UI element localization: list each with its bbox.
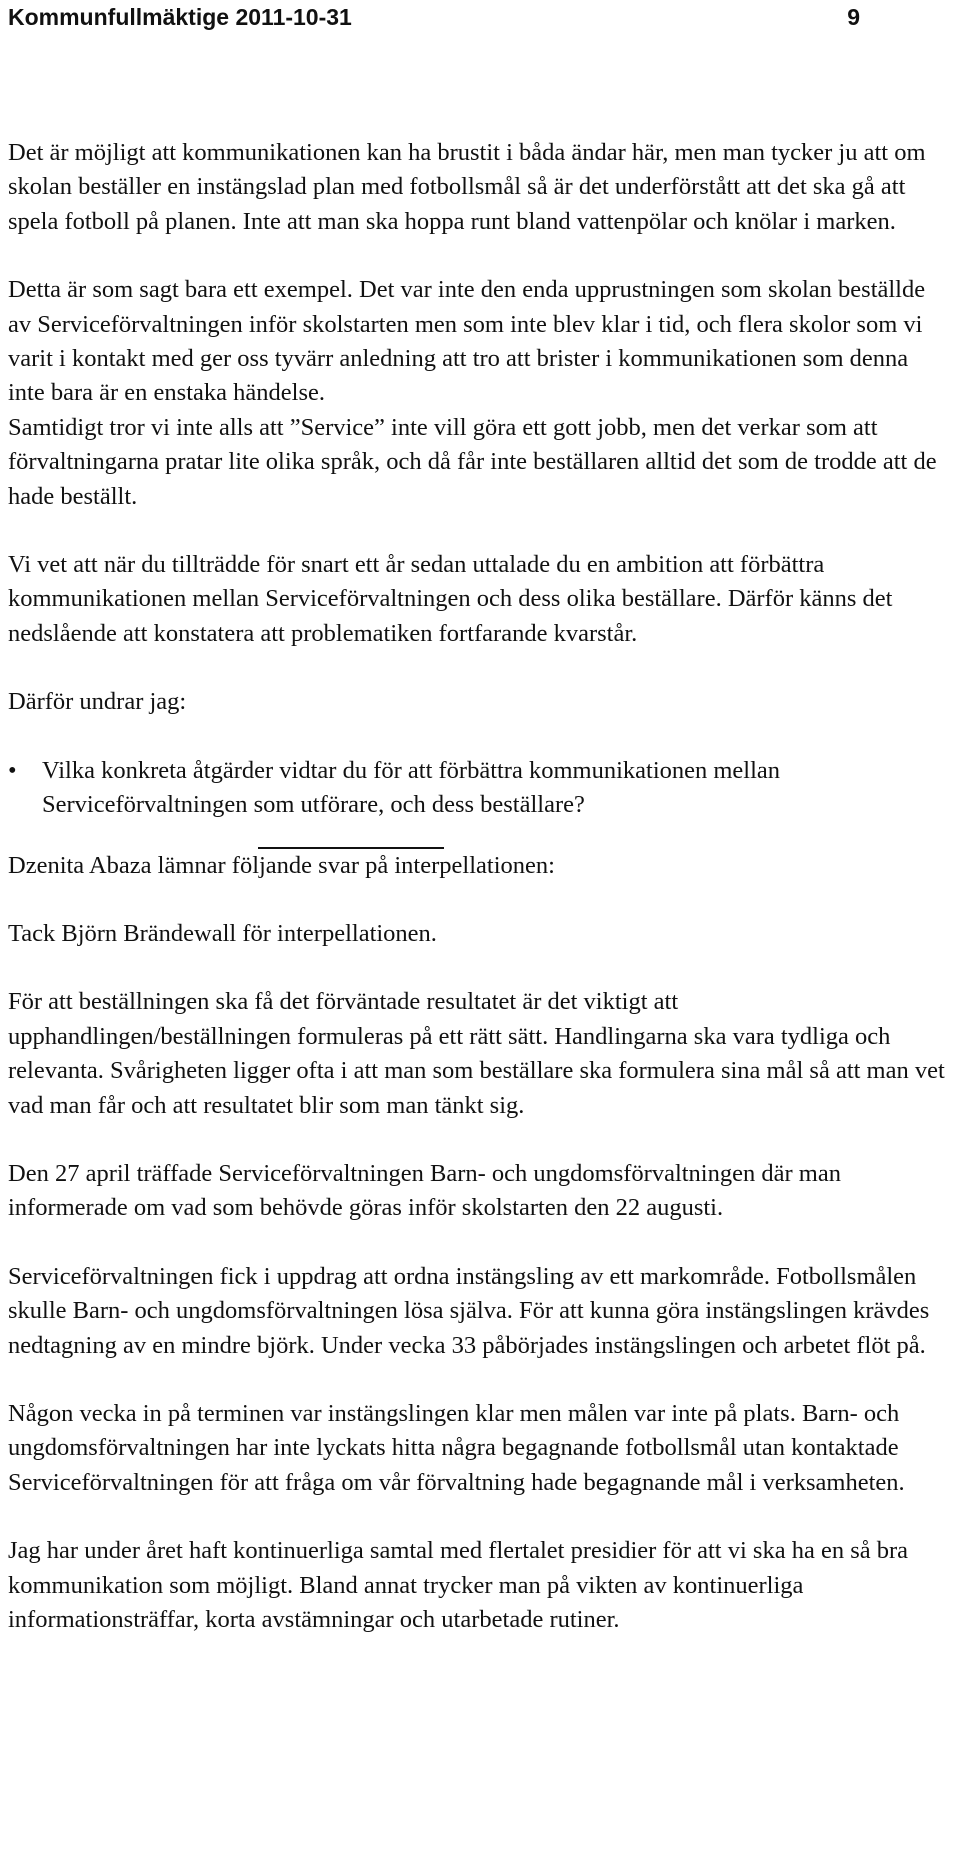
- paragraph-answer-intro: Dzenita Abaza lämnar följande svar på interpellationen:: [8, 851, 555, 879]
- paragraph-2: Detta är som sagt bara ett exempel. Det var inte den enda upprustningen som skolan beställde av Serviceförvaltningen inför skolstarten men som inte blev klar i tid, och flera skolor som vi varit i kontakt med ger oss tyvärr anledning att tro att brister i kommunikationen som denna inte bara är en enstaka händelse.: [8, 276, 926, 407]
- page-header: [8, 0, 860, 34]
- document-body: [8, 136, 950, 1637]
- question-text: Vilka konkreta åtgärder vidtar du för att förbättra kommunikationen mellan Serviceförvaltningen som utförare, och dess beställare?: [42, 756, 781, 819]
- paragraph-3: Samtidigt tror vi inte alls att ”Service” inte vill göra ett gott jobb, men det verkar som att förvaltningarna pratar lite olika språk, och då får inte beställaren alltid det som de trodde att de hade beställt.: [8, 413, 937, 510]
- paragraph-question-intro: Därför undrar jag:: [8, 688, 187, 716]
- paragraph-11: Någon vecka in på terminen var instängslingen klar men målen var inte på plats. Barn- och ungdomsförvaltningen har inte lyckats hitta några begagnande fotbollsmål utan kontaktade Serviceförvaltningen för att fråga om vår förvaltning hade begagnande mål i verksamheten.: [8, 1399, 905, 1496]
- paragraph-9: Den 27 april träffade Serviceförvaltningen Barn- och ungdomsförvaltningen där man informerade om vad som behövde göras inför skolstarten den 22 augusti.: [8, 1159, 841, 1222]
- paragraph-12: Jag har under året haft kontinuerliga samtal med flertalet presidier för att vi ska ha en så bra kommunikation som möjligt. Bland annat trycker man på vikten av kontinuerliga informationsträffar, korta avstämningar och utarbetade rutiner.: [8, 1537, 909, 1633]
- question-list: [8, 754, 950, 823]
- bullet-icon: •: [8, 756, 17, 784]
- paragraph-8: För att beställningen ska få det förväntade resultatet är det viktigt att upphandlingen/beställningen formuleras på ett rätt sätt. Handlingarna ska vara tydliga och relevanta. Svårigheten ligger ofta i att man som beställare ska formulera sina mål så att man vet vad man får och att resultatet blir som man tänkt sig.: [8, 988, 945, 1119]
- paragraph-10: Serviceförvaltningen fick i uppdrag att ordna instängsling av ett markområde. Fotbollsmålen skulle Barn- och ungdomsförvaltningen lösa själva. För att kunna göra instängslingen krävdes nedtagning av en mindre björk. Under vecka 33 påbörjades instängslingen och arbetet flöt på.: [8, 1262, 930, 1359]
- list-item: [8, 754, 950, 823]
- header-title: Kommunfullmäktige 2011-10-31: [8, 4, 352, 30]
- paragraph-thanks: Tack Björn Brändewall för interpellationen.: [8, 919, 437, 947]
- paragraph-4: Vi vet att när du tillträdde för snart ett år sedan uttalade du en ambition att förbättra kommunikationen mellan Serviceförvaltningen och dess olika beställare. Därför känns det nedslående att konstatera att problematiken fortfarande kvarstår.: [8, 551, 893, 647]
- page-number: 9: [847, 4, 860, 30]
- paragraph-1: Det är möjligt att kommunikationen kan ha brustit i båda ändar här, men man tycker ju att om skolan beställer en instängslad plan med fotbollsmål så är det underförstått att det ska gå att spela fotboll på planen. Inte att man ska hoppa runt bland vattenpölar och knölar i marken.: [8, 139, 926, 235]
